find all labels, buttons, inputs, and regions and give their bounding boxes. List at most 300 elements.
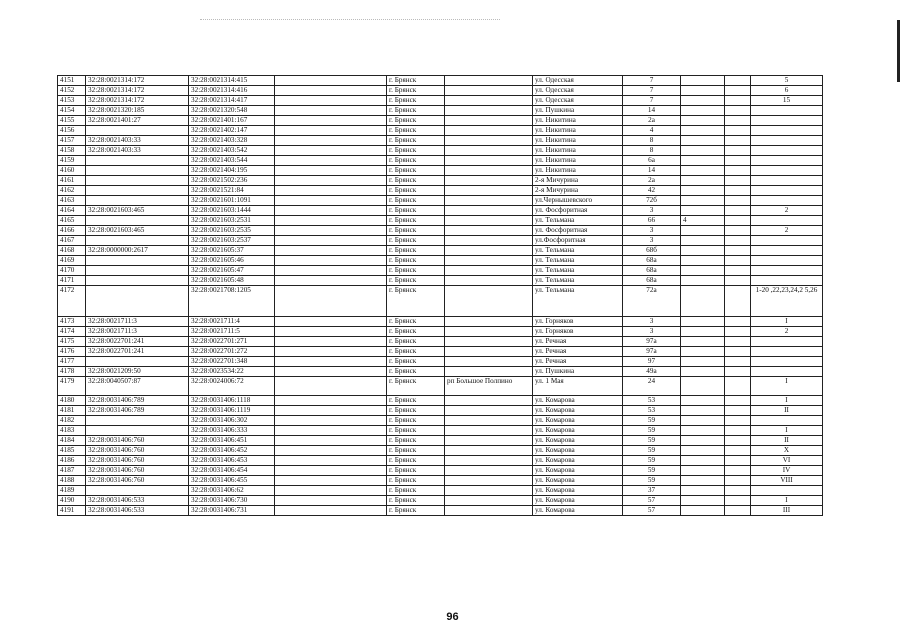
apartment-cell: 1-20 ,22,23,24,2 5,26	[751, 286, 823, 317]
blank-cell	[275, 456, 387, 466]
blank-cell	[275, 377, 387, 396]
house-number-cell: 59	[623, 446, 681, 456]
house-number-cell: 97а	[623, 337, 681, 347]
blank-cell	[275, 466, 387, 476]
blank-cell	[725, 416, 751, 426]
object-cadastral-number: 32:28:0031406:1118	[189, 396, 275, 406]
table-row	[58, 506, 823, 516]
house-number-cell: 14	[623, 106, 681, 116]
row-number: 4152	[58, 86, 86, 96]
apartment-cell	[751, 246, 823, 256]
parcel-cadastral-number: 32:28:0031406:533	[86, 496, 189, 506]
street-cell: ул.Чернышевского	[533, 196, 623, 206]
house-number-cell: 72б	[623, 196, 681, 206]
city-cell: г. Брянск	[387, 286, 445, 317]
parcel-cadastral-number: 32:28:0021711:3	[86, 317, 189, 327]
apartment-cell	[751, 266, 823, 276]
blank-cell	[725, 176, 751, 186]
apartment-cell: 2	[751, 226, 823, 236]
blank-cell	[275, 476, 387, 486]
row-number: 4174	[58, 327, 86, 337]
locality-cell	[445, 416, 533, 426]
house-number-cell: 68а	[623, 266, 681, 276]
locality-cell	[445, 436, 533, 446]
building-cell	[681, 337, 725, 347]
blank-cell	[275, 327, 387, 337]
blank-cell	[725, 456, 751, 466]
object-cadastral-number: 32:28:0021403:328	[189, 136, 275, 146]
building-cell	[681, 126, 725, 136]
table-row	[58, 396, 823, 406]
table-row	[58, 426, 823, 436]
building-cell	[681, 456, 725, 466]
table-row	[58, 276, 823, 286]
building-cell	[681, 76, 725, 86]
street-cell: ул. Никитина	[533, 126, 623, 136]
street-cell: ул. Одесская	[533, 76, 623, 86]
apartment-cell: 2	[751, 206, 823, 216]
city-cell: г. Брянск	[387, 357, 445, 367]
object-cadastral-number: 32:28:0021314:415	[189, 76, 275, 86]
parcel-cadastral-number	[86, 276, 189, 286]
locality-cell	[445, 496, 533, 506]
blank-cell	[725, 116, 751, 126]
parcel-cadastral-number: 32:28:0031406:760	[86, 436, 189, 446]
street-cell: ул. Никитина	[533, 156, 623, 166]
blank-cell	[725, 506, 751, 516]
locality-cell	[445, 156, 533, 166]
apartment-cell	[751, 216, 823, 226]
street-cell: ул. Речная	[533, 347, 623, 357]
object-cadastral-number: 32:28:0021403:544	[189, 156, 275, 166]
blank-cell	[275, 196, 387, 206]
parcel-cadastral-number: 32:28:0021603:465	[86, 226, 189, 236]
street-cell: ул. Тельмана	[533, 286, 623, 317]
blank-cell	[725, 226, 751, 236]
building-cell	[681, 146, 725, 156]
locality-cell	[445, 317, 533, 327]
row-number: 4153	[58, 96, 86, 106]
building-cell	[681, 236, 725, 246]
object-cadastral-number: 32:28:0031406:731	[189, 506, 275, 516]
blank-cell	[725, 266, 751, 276]
object-cadastral-number: 32:28:0021314:417	[189, 96, 275, 106]
row-number: 4154	[58, 106, 86, 116]
blank-cell	[725, 246, 751, 256]
blank-cell	[275, 436, 387, 446]
house-number-cell: 53	[623, 396, 681, 406]
blank-cell	[725, 396, 751, 406]
parcel-cadastral-number: 32:28:0031406:760	[86, 476, 189, 486]
building-cell	[681, 286, 725, 317]
street-cell: ул. Комарова	[533, 436, 623, 446]
row-number: 4187	[58, 466, 86, 476]
table-row	[58, 436, 823, 446]
city-cell: г. Брянск	[387, 86, 445, 96]
city-cell: г. Брянск	[387, 416, 445, 426]
house-number-cell: 97	[623, 357, 681, 367]
apartment-cell: 2	[751, 327, 823, 337]
city-cell: г. Брянск	[387, 446, 445, 456]
parcel-cadastral-number: 32:28:0021314:172	[86, 96, 189, 106]
apartment-cell: IV	[751, 466, 823, 476]
house-number-cell: 37	[623, 486, 681, 496]
house-number-cell: 68а	[623, 256, 681, 266]
row-number: 4177	[58, 357, 86, 367]
object-cadastral-number: 32:28:0021603:1444	[189, 206, 275, 216]
parcel-cadastral-number	[86, 266, 189, 276]
building-cell	[681, 156, 725, 166]
blank-cell	[725, 377, 751, 396]
object-cadastral-number: 32:28:0021601:1091	[189, 196, 275, 206]
parcel-cadastral-number	[86, 426, 189, 436]
parcel-cadastral-number: 32:28:0040507:87	[86, 377, 189, 396]
locality-cell	[445, 146, 533, 156]
blank-cell	[725, 196, 751, 206]
object-cadastral-number: 32:28:0024006:72	[189, 377, 275, 396]
table-row	[58, 317, 823, 327]
row-number: 4168	[58, 246, 86, 256]
locality-cell	[445, 337, 533, 347]
apartment-cell	[751, 156, 823, 166]
street-cell: ул. Никитина	[533, 166, 623, 176]
city-cell: г. Брянск	[387, 156, 445, 166]
building-cell	[681, 496, 725, 506]
locality-cell	[445, 506, 533, 516]
object-cadastral-number: 32:28:0031406:454	[189, 466, 275, 476]
table-row	[58, 226, 823, 236]
building-cell	[681, 436, 725, 446]
table-row	[58, 76, 823, 86]
apartment-cell	[751, 196, 823, 206]
house-number-cell: 3	[623, 327, 681, 337]
city-cell: г. Брянск	[387, 196, 445, 206]
object-cadastral-number: 32:28:0021603:2535	[189, 226, 275, 236]
building-cell	[681, 96, 725, 106]
blank-cell	[275, 166, 387, 176]
page-number: 96	[446, 611, 459, 623]
parcel-cadastral-number	[86, 486, 189, 496]
locality-cell	[445, 246, 533, 256]
house-number-cell: 3	[623, 236, 681, 246]
house-number-cell: 7	[623, 96, 681, 106]
blank-cell	[725, 86, 751, 96]
row-number: 4181	[58, 406, 86, 416]
city-cell: г. Брянск	[387, 317, 445, 327]
street-cell: ул. Никитина	[533, 136, 623, 146]
blank-cell	[275, 446, 387, 456]
locality-cell	[445, 236, 533, 246]
building-cell	[681, 166, 725, 176]
table-row	[58, 216, 823, 226]
object-cadastral-number: 32:28:0021603:2537	[189, 236, 275, 246]
scan-edge-mark	[897, 20, 900, 82]
house-number-cell: 7	[623, 76, 681, 86]
street-cell: ул. Горняков	[533, 327, 623, 337]
apartment-cell	[751, 236, 823, 246]
blank-cell	[275, 206, 387, 216]
locality-cell	[445, 446, 533, 456]
object-cadastral-number: 32:28:0031406:455	[189, 476, 275, 486]
house-number-cell: 59	[623, 416, 681, 426]
row-number: 4175	[58, 337, 86, 347]
blank-cell	[275, 146, 387, 156]
apartment-cell	[751, 276, 823, 286]
house-number-cell: 3	[623, 206, 681, 216]
blank-cell	[725, 146, 751, 156]
house-number-cell: 24	[623, 377, 681, 396]
table-row	[58, 286, 823, 317]
row-number: 4173	[58, 317, 86, 327]
parcel-cadastral-number	[86, 286, 189, 317]
apartment-cell: 15	[751, 96, 823, 106]
building-cell	[681, 506, 725, 516]
blank-cell	[725, 466, 751, 476]
row-number: 4188	[58, 476, 86, 486]
row-number: 4162	[58, 186, 86, 196]
street-cell: ул. Никитина	[533, 116, 623, 126]
table-row	[58, 256, 823, 266]
row-number: 4190	[58, 496, 86, 506]
row-number: 4163	[58, 196, 86, 206]
building-cell	[681, 357, 725, 367]
house-number-cell: 42	[623, 186, 681, 196]
row-number: 4164	[58, 206, 86, 216]
parcel-cadastral-number: 32:28:0000000:2617	[86, 246, 189, 256]
parcel-cadastral-number	[86, 357, 189, 367]
locality-cell	[445, 426, 533, 436]
blank-cell	[275, 506, 387, 516]
blank-cell	[275, 337, 387, 347]
street-cell: ул. Комарова	[533, 486, 623, 496]
apartment-cell	[751, 136, 823, 146]
apartment-cell: II	[751, 436, 823, 446]
street-cell: ул. Комарова	[533, 396, 623, 406]
table-row	[58, 327, 823, 337]
row-number: 4178	[58, 367, 86, 377]
blank-cell	[725, 496, 751, 506]
table-row	[58, 486, 823, 496]
building-cell	[681, 86, 725, 96]
apartment-cell	[751, 367, 823, 377]
table-row	[58, 466, 823, 476]
row-number: 4166	[58, 226, 86, 236]
city-cell: г. Брянск	[387, 116, 445, 126]
building-cell	[681, 226, 725, 236]
blank-cell	[725, 236, 751, 246]
blank-cell	[275, 246, 387, 256]
table-row	[58, 367, 823, 377]
parcel-cadastral-number	[86, 176, 189, 186]
city-cell: г. Брянск	[387, 456, 445, 466]
blank-cell	[275, 367, 387, 377]
building-cell	[681, 396, 725, 406]
city-cell: г. Брянск	[387, 406, 445, 416]
apartment-cell: I	[751, 377, 823, 396]
locality-cell	[445, 166, 533, 176]
building-cell	[681, 317, 725, 327]
apartment-cell: VI	[751, 456, 823, 466]
street-cell: ул. Фосфоритная	[533, 226, 623, 236]
blank-cell	[275, 236, 387, 246]
city-cell: г. Брянск	[387, 496, 445, 506]
parcel-cadastral-number	[86, 216, 189, 226]
blank-cell	[725, 106, 751, 116]
parcel-cadastral-number: 32:28:0022701:241	[86, 337, 189, 347]
locality-cell: рп Большое Полпино	[445, 377, 533, 396]
blank-cell	[275, 416, 387, 426]
locality-cell	[445, 186, 533, 196]
parcel-cadastral-number: 32:28:0021403:33	[86, 136, 189, 146]
street-cell: ул. Комарова	[533, 476, 623, 486]
building-cell	[681, 347, 725, 357]
locality-cell	[445, 276, 533, 286]
row-number: 4184	[58, 436, 86, 446]
table-row	[58, 86, 823, 96]
building-cell	[681, 206, 725, 216]
street-cell: ул. Комарова	[533, 416, 623, 426]
building-cell	[681, 446, 725, 456]
blank-cell	[275, 96, 387, 106]
city-cell: г. Брянск	[387, 216, 445, 226]
row-number: 4157	[58, 136, 86, 146]
locality-cell	[445, 396, 533, 406]
table-row	[58, 136, 823, 146]
house-number-cell: 3	[623, 226, 681, 236]
building-cell	[681, 406, 725, 416]
row-number: 4185	[58, 446, 86, 456]
row-number: 4179	[58, 377, 86, 396]
street-cell: ул. 1 Мая	[533, 377, 623, 396]
city-cell: г. Брянск	[387, 106, 445, 116]
apartment-cell	[751, 347, 823, 357]
locality-cell	[445, 126, 533, 136]
apartment-cell: I	[751, 317, 823, 327]
row-number: 4171	[58, 276, 86, 286]
parcel-cadastral-number: 32:28:0031406:789	[86, 406, 189, 416]
object-cadastral-number: 32:28:0031406:730	[189, 496, 275, 506]
apartment-cell	[751, 357, 823, 367]
street-cell: ул. Комарова	[533, 466, 623, 476]
table-row	[58, 186, 823, 196]
house-number-cell: 3	[623, 317, 681, 327]
locality-cell	[445, 216, 533, 226]
locality-cell	[445, 196, 533, 206]
parcel-cadastral-number	[86, 256, 189, 266]
object-cadastral-number: 32:28:0021502:236	[189, 176, 275, 186]
apartment-cell: 5	[751, 76, 823, 86]
parcel-cadastral-number: 32:28:0021711:3	[86, 327, 189, 337]
table-row	[58, 146, 823, 156]
blank-cell	[725, 186, 751, 196]
blank-cell	[725, 76, 751, 86]
table-row	[58, 106, 823, 116]
object-cadastral-number: 32:28:0021605:47	[189, 266, 275, 276]
city-cell: г. Брянск	[387, 186, 445, 196]
table-row	[58, 446, 823, 456]
apartment-cell: VIII	[751, 476, 823, 486]
apartment-cell	[751, 116, 823, 126]
house-number-cell: 59	[623, 466, 681, 476]
city-cell: г. Брянск	[387, 206, 445, 216]
blank-cell	[275, 426, 387, 436]
row-number: 4172	[58, 286, 86, 317]
blank-cell	[725, 136, 751, 146]
building-cell	[681, 246, 725, 256]
table-row	[58, 347, 823, 357]
parcel-cadastral-number: 32:28:0021314:172	[86, 86, 189, 96]
object-cadastral-number: 32:28:0021314:416	[189, 86, 275, 96]
parcel-cadastral-number: 32:28:0031406:789	[86, 396, 189, 406]
object-cadastral-number: 32:28:0021320:548	[189, 106, 275, 116]
city-cell: г. Брянск	[387, 327, 445, 337]
row-number: 4169	[58, 256, 86, 266]
city-cell: г. Брянск	[387, 236, 445, 246]
street-cell: ул. Комарова	[533, 456, 623, 466]
table-row	[58, 337, 823, 347]
blank-cell	[725, 256, 751, 266]
street-cell: ул. Тельмана	[533, 256, 623, 266]
row-number: 4191	[58, 506, 86, 516]
row-number: 4186	[58, 456, 86, 466]
blank-cell	[275, 226, 387, 236]
table-row	[58, 166, 823, 176]
locality-cell	[445, 406, 533, 416]
blank-cell	[275, 317, 387, 327]
table-row	[58, 96, 823, 106]
parcel-cadastral-number: 32:28:0031406:760	[86, 456, 189, 466]
apartment-cell	[751, 416, 823, 426]
street-cell: ул. Тельмана	[533, 216, 623, 226]
locality-cell	[445, 367, 533, 377]
locality-cell	[445, 176, 533, 186]
building-cell	[681, 327, 725, 337]
object-cadastral-number: 32:28:0021605:46	[189, 256, 275, 266]
blank-cell	[725, 156, 751, 166]
parcel-cadastral-number: 32:28:0021403:33	[86, 146, 189, 156]
city-cell: г. Брянск	[387, 146, 445, 156]
locality-cell	[445, 456, 533, 466]
locality-cell	[445, 86, 533, 96]
street-cell: ул. Речная	[533, 357, 623, 367]
city-cell: г. Брянск	[387, 136, 445, 146]
street-cell: ул. Комарова	[533, 446, 623, 456]
apartment-cell: I	[751, 426, 823, 436]
building-cell	[681, 276, 725, 286]
blank-cell	[725, 357, 751, 367]
row-number: 4180	[58, 396, 86, 406]
city-cell: г. Брянск	[387, 426, 445, 436]
city-cell: г. Брянск	[387, 337, 445, 347]
table-row	[58, 456, 823, 466]
house-number-cell: 2а	[623, 176, 681, 186]
blank-cell	[275, 286, 387, 317]
house-number-cell: 59	[623, 426, 681, 436]
building-cell	[681, 256, 725, 266]
blank-cell	[275, 126, 387, 136]
blank-cell	[725, 436, 751, 446]
blank-cell	[275, 266, 387, 276]
object-cadastral-number: 32:28:0021711:4	[189, 317, 275, 327]
apartment-cell	[751, 256, 823, 266]
table-row	[58, 126, 823, 136]
parcel-cadastral-number	[86, 166, 189, 176]
locality-cell	[445, 206, 533, 216]
city-cell: г. Брянск	[387, 166, 445, 176]
building-cell: 4	[681, 216, 725, 226]
street-cell: ул. Тельмана	[533, 246, 623, 256]
row-number: 4167	[58, 236, 86, 246]
